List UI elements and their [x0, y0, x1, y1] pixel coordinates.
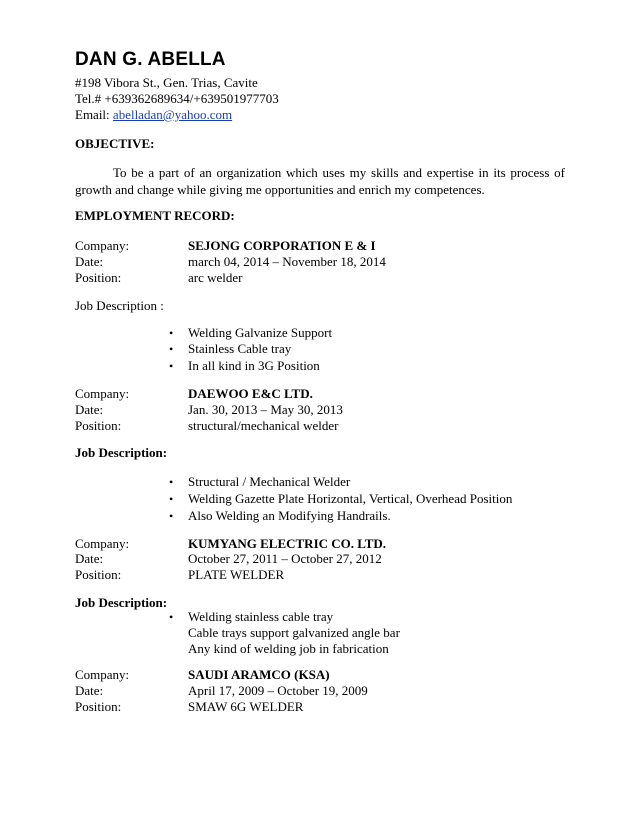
job-2-company: DAEWOO E&C LTD.	[188, 386, 313, 401]
job-3-item: Cable trays support galvanized angle bar	[188, 625, 400, 640]
date-label: Date:	[75, 254, 104, 269]
email-label: Email:	[75, 107, 113, 122]
bullet-icon: •	[169, 509, 174, 523]
address: #198 Vibora St., Gen. Trias, Cavite	[75, 75, 258, 90]
job-3-date: October 27, 2011 – October 27, 2012	[188, 551, 382, 566]
job-2-description-heading: Job Description:	[75, 445, 168, 460]
email-link[interactable]: abelladan@yahoo.com	[112, 107, 233, 122]
job-1-description-heading: Job Description :	[75, 298, 164, 313]
objective-body: To be a part of an organization which uses my skills and expertise in its process of growth and change while giving me opportunities and enrich my competences.	[75, 165, 565, 197]
date-label: Date:	[75, 551, 104, 566]
employment-heading: EMPLOYMENT RECORD:	[75, 208, 235, 223]
job-1-item: Welding Galvanize Support	[188, 325, 333, 340]
job-2-item: Structural / Mechanical Welder	[188, 474, 351, 489]
job-1-item: In all kind in 3G Position	[188, 358, 320, 373]
telephone: Tel.# +639362689634/+639501977703	[75, 91, 279, 106]
job-2-position: structural/mechanical welder	[188, 418, 339, 433]
position-label: Position:	[75, 270, 122, 285]
job-4-company: SAUDI ARAMCO (KSA)	[188, 667, 330, 682]
job-3-description-heading: Job Description:	[75, 595, 168, 610]
bullet-icon: •	[169, 326, 174, 340]
job-3-item: Any kind of welding job in fabrication	[188, 641, 389, 656]
job-2-item: Welding Gazette Plate Horizontal, Vertical, Overhead Position	[188, 491, 513, 506]
objective-heading: OBJECTIVE:	[75, 136, 155, 151]
date-label: Date:	[75, 683, 104, 698]
company-label: Company:	[75, 536, 130, 551]
job-1-date: march 04, 2014 – November 18, 2014	[188, 254, 386, 269]
job-3-position: PLATE WELDER	[188, 567, 285, 582]
bullet-icon: •	[169, 359, 174, 373]
job-4-date: April 17, 2009 – October 19, 2009	[188, 683, 368, 698]
applicant-name: DAN G. ABELLA	[75, 49, 226, 70]
job-1-item: Stainless Cable tray	[188, 341, 292, 356]
bullet-icon: •	[169, 342, 174, 356]
job-2-date: Jan. 30, 2013 – May 30, 2013	[188, 402, 343, 417]
company-label: Company:	[75, 238, 130, 253]
job-1-position: arc welder	[188, 270, 243, 285]
position-label: Position:	[75, 567, 122, 582]
bullet-icon: •	[169, 610, 174, 624]
job-1-company: SEJONG CORPORATION E & I	[188, 238, 376, 253]
objective-text	[75, 164, 565, 198]
job-4-position: SMAW 6G WELDER	[188, 699, 304, 714]
email-line	[75, 107, 232, 123]
date-label: Date:	[75, 402, 104, 417]
job-3-company: KUMYANG ELECTRIC CO. LTD.	[188, 536, 387, 551]
position-label: Position:	[75, 418, 122, 433]
company-label: Company:	[75, 667, 130, 682]
bullet-icon: •	[169, 492, 174, 506]
job-2-item: Also Welding an Modifying Handrails.	[188, 508, 391, 523]
company-label: Company:	[75, 386, 130, 401]
position-label: Position:	[75, 699, 122, 714]
bullet-icon: •	[169, 475, 174, 489]
job-3-item: Welding stainless cable tray	[188, 609, 334, 624]
